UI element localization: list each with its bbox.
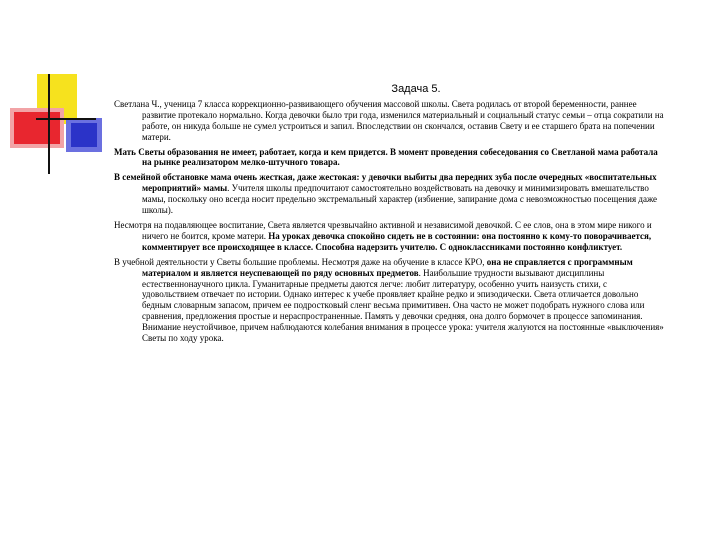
paragraph-text: Несмотря на подавляющее воспитание, Света является чрезвычайно активной и независимой девочкой. С ее слов, она в этом мире никого и ничего не боится, кроме матери. [114,219,652,241]
decor-red-square [10,108,64,148]
paragraph-bold-text: В семейной обстановке мама очень жесткая, даже жестокая: у девочки выбиты два передних зуба после очередных «воспитательных мероприятий» мамы [114,172,657,194]
paragraph-bold-text: Мать Светы образования не имеет, работает, когда и кем придется. В момент проведения собеседования со Светланой мама работала на рынке реализатором мелко-штучного товара. [114,146,658,168]
paragraph [114,147,666,169]
paragraph-list [114,99,666,344]
slide-content [114,84,666,348]
paragraph-text: . Наибольшие трудности вызывают дисциплины естественнонаучного цикла. Гуманитарные предметы даются легче: любит литературу, особенно учить наизусть стихи, с удовольствием отвечает по истории. Однако интерес к учебе проявляет крайне редко и эпизодически. Света отличается довольно бедным словарным запасом, причем ее подростковый сленг весьма примитивен. Она часто не может подобрать нужного слова или сравнения, предложения простые и нераспространенные. Память у девочки средняя, она долго бормочет в процессе запоминания. Внимание неустойчивое, причем наблюдаются колебания внимания в процессе урока: учителя жалуются на постоянные «выключения» Светы по ходу урока. [142,267,664,344]
paragraph [114,257,666,344]
decor-horizontal-line [36,118,96,120]
paragraph-text: . Учителя школы предпочитают самостоятельно воздействовать на девочку и минимизировать вмешательство мамы, поскольку оно всегда носит предельно экстремальный характер (избиение, запирание дома с невозможностью посещения даже школы). [142,183,658,216]
slide-title: Задача 5. [391,83,441,95]
paragraph [114,99,666,143]
decor-vertical-line [48,74,50,174]
paragraph-text: В учебной деятельности у Светы большие проблемы. Несмотря даже на обучение в классе КРО, [114,256,487,267]
paragraph-bold-text: На уроках девочка спокойно сидеть не в состоянии: она постоянно к кому-то поворачивается, комментирует все происходящее в классе. Способна надерзить учителю. С одноклассниками постоянно конфликтует. [142,230,652,252]
paragraph [114,172,666,216]
decor-blue-square [66,118,102,152]
paragraph-text: Светлана Ч., ученица 7 класса коррекционно-развивающего обучения массовой школы. Света родилась от второй беременности, раннее развитие протекало нормально. Когда девочки было три года, изменился материальный и социальный статус семьи – отца сократили на работе, он никуда больше не сумел устроиться и запил. Впоследствии он скончался, оставив Свету и ее старшего брата на попечении матери. [114,98,664,142]
paragraph-bold-text: она не справляется с программным материалом и является неуспевающей по ряду основных предметов [142,256,633,278]
paragraph [114,220,666,253]
